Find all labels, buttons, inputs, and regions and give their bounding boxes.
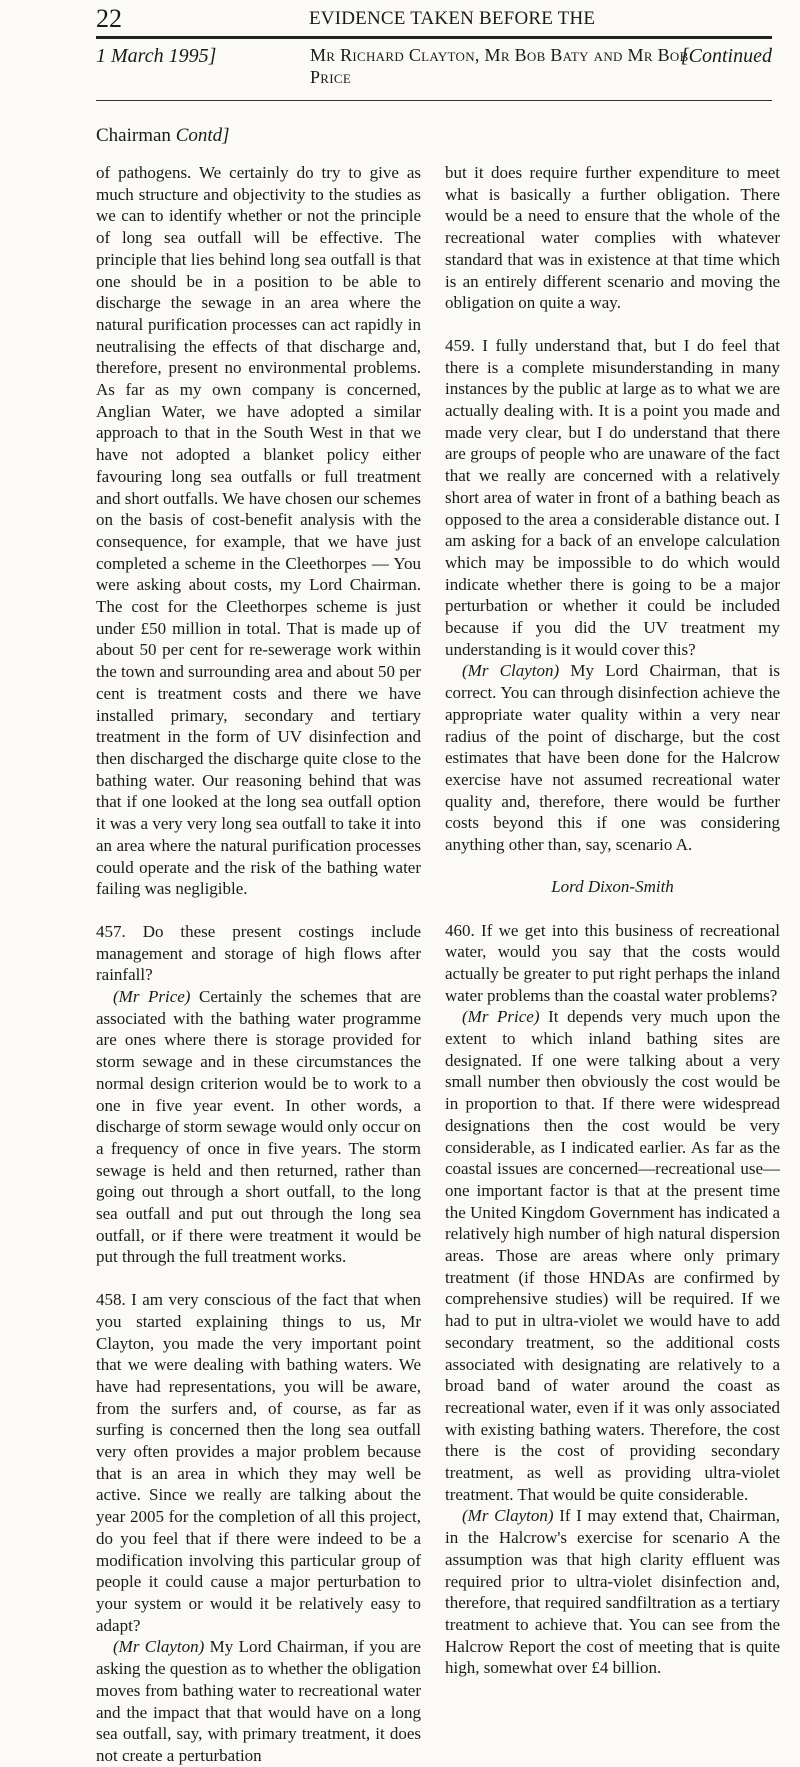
answer-459 [445, 660, 780, 855]
answer-457 [96, 986, 421, 1268]
left-column [96, 162, 421, 1767]
right-column [445, 162, 780, 1679]
paragraph-continuation: but it does require further expenditure to meet what is basically a further obligation. There would be a need to ensure that the whole of the recreational water complies with whatever standard that was in existence at that time which is an entirely different scenario and moving the obligation on quite a way. [445, 163, 780, 313]
answer-speaker: (Mr Price) [113, 987, 191, 1007]
answer-text: My Lord Chairman, if you are asking the question as to whether the obligation moves from bathing water to recreational water and the impact that that would have on a long sea outfall, say, with primary treatment, it does not create a perturbation [96, 1637, 421, 1765]
question-460: 460. If we get into this business of recreational water, would you say that the costs would actually be greater to put right perhaps the inland water problems than the coastal water problems? [445, 920, 780, 1005]
running-title: EVIDENCE TAKEN BEFORE THE [309, 8, 596, 29]
answer-text: Certainly the schemes that are associated with the bathing water programme are ones where there is storage provided for storm sewage and in these circumstances the normal design criterion would be to work to a one in five year event. In other words, a discharge of storm sewage would only occur on a frequency of once in five years. The storm sewage is held and then returned, rather than going out through a short outfall, to the long sea outfall and put out through the long sea outfall, or if there were treatment it would be put through the full treatment works. [96, 987, 421, 1267]
question-458: 458. I am very conscious of the fact that when you started explaining things to us, Mr Clayton, you made the very important point that we were dealing with bathing waters. We have had representations, you will be aware, from the surfers and, of course, as far as surfing is concerned then the long sea outfall very often provides a major problem because that is an area in which they may well be active. Since we really are talking about the year 2005 for the completion of all this project, do you feel that if there were indeed to be a modification involving this particular group of people it could cause a major perturbation to your system or would it be relatively easy to adapt? [96, 1290, 421, 1635]
speaker-suffix: Contd] [175, 125, 230, 146]
answer-speaker: (Mr Price) [462, 1007, 540, 1027]
answer-460-continued [445, 1505, 780, 1679]
question-459: 459. I fully understand that, but I do feel that there is a complete misunderstanding in many instances by the public at large as to what we are actually dealing with. It is a point you made and made very clear, but I do understand that there are groups of people who are unaware of the fact that we really are concerned with a relatively short area of water in front of a bathing beach as opposed to the area a considerable distance out. I am asking for a back of an envelope calculation which may be impossible to do which would indicate whether there is going to be a major perturbation or whether it could be included because if you did the UV treatment my understanding is it would cover this? [445, 335, 780, 659]
section-speaker [96, 125, 230, 147]
answer-speaker: (Mr Clayton) [462, 661, 560, 681]
witness-names: Mr Richard Clayton, Mr Bob Baty and Mr Bob Price [310, 45, 689, 87]
continued-marker: [Continued [680, 45, 772, 67]
top-rule [96, 36, 772, 39]
answer-460 [445, 1006, 780, 1505]
header-rule [96, 100, 772, 101]
answer-text: My Lord Chairman, that is correct. You can through disinfection achieve the appropriate water quality within a very near radius of the point of discharge, but the cost estimates that have been done for the Halcrow exercise have not assumed recreational water quality and, therefore, there would be further costs beyond this if one was considering anything other than, say, scenario A. [445, 661, 781, 855]
paragraph-pathogens: of pathogens. We certainly do try to give as much structure and objectivity to the studies as we can to identify whether or not the principle of long sea outfall will be effective. The principle that lies behind long sea outfall is that one should be in a position to be able to discharge the sewage in an area where the natural purification processes can act rapidly in neutralising the effects of that discharge and, therefore, present no environmental problems. As far as my own company is concerned, Anglian Water, we have adopted a similar approach to that in the South West in that we have not adopted a blanket policy either favouring long sea outfalls or full treatment and short outfalls. We have chosen our schemes on the basis of cost-benefit analysis with the consequence, for example, that we have just completed a scheme in the Cleethorpes — You were asking about costs, my Lord Chairman. The cost for the Cleethorpes scheme is just under £50 million in total. That is made up of about 50 per cent for re-sewerage work within the town and surrounding area and about 50 per cent is treatment costs and there we have installed primary, secondary and tertiary treatment in the form of UV disinfection and then discharged the discharge quite close to the bathing water. Our reasoning behind that was that if one looked at the long sea outfall option it was a very very long sea outfall to take it into an area where the natural purification processes could operate and the risk of the bathing water failing was negligible. [96, 163, 422, 899]
speaker-heading: Lord Dixon-Smith [551, 876, 674, 896]
answer-458 [96, 1636, 421, 1766]
running-head [96, 4, 772, 34]
answer-text: It depends very much upon the extent to which inland bathing sites are designated. If one were talking about a very small number then obviously the cost would be in proportion to that. If there were widespread designations then the cost would be very considerable, as I indicated earlier. As far as the coastal issues are concerned—recreational use—one important factor is that at the present time the United Kingdom Government has indicated a relatively high number of high natural dispersion areas. Those are areas where only primary treatment (if those HNDAs are confirmed by comprehensive studies) will be required. If we had to put in ultra-violet we would have to add secondary treatment, so the additional costs associated with designating are relatively to a broad band of water around the coast as recreational water, even if it was only associated with existing bathing waters. Therefore, the cost there is the cost of providing secondary treatment, as well as providing ultra-violet treatment. That would be quite considerable. [445, 1007, 780, 1504]
hearing-date: 1 March 1995] [96, 45, 217, 67]
question-457: 457. Do these present costings include management and storage of high flows after rainfall? [96, 921, 421, 985]
answer-text: If I may extend that, Chairman, in the Halcrow's exercise for scenario A the assumption was that high clarity effluent was required prior to ultra-violet disinfection and, therefore, that required sandfiltration as a tertiary treatment to achieve that. You can see from the Halcrow Report the cost of meeting that is quite high, somewhat over £4 billion. [445, 1506, 780, 1678]
page-number: 22 [96, 4, 122, 33]
answer-speaker: (Mr Clayton) [462, 1506, 554, 1526]
speaker-name: Chairman [96, 125, 171, 146]
answer-speaker: (Mr Clayton) [113, 1637, 205, 1657]
